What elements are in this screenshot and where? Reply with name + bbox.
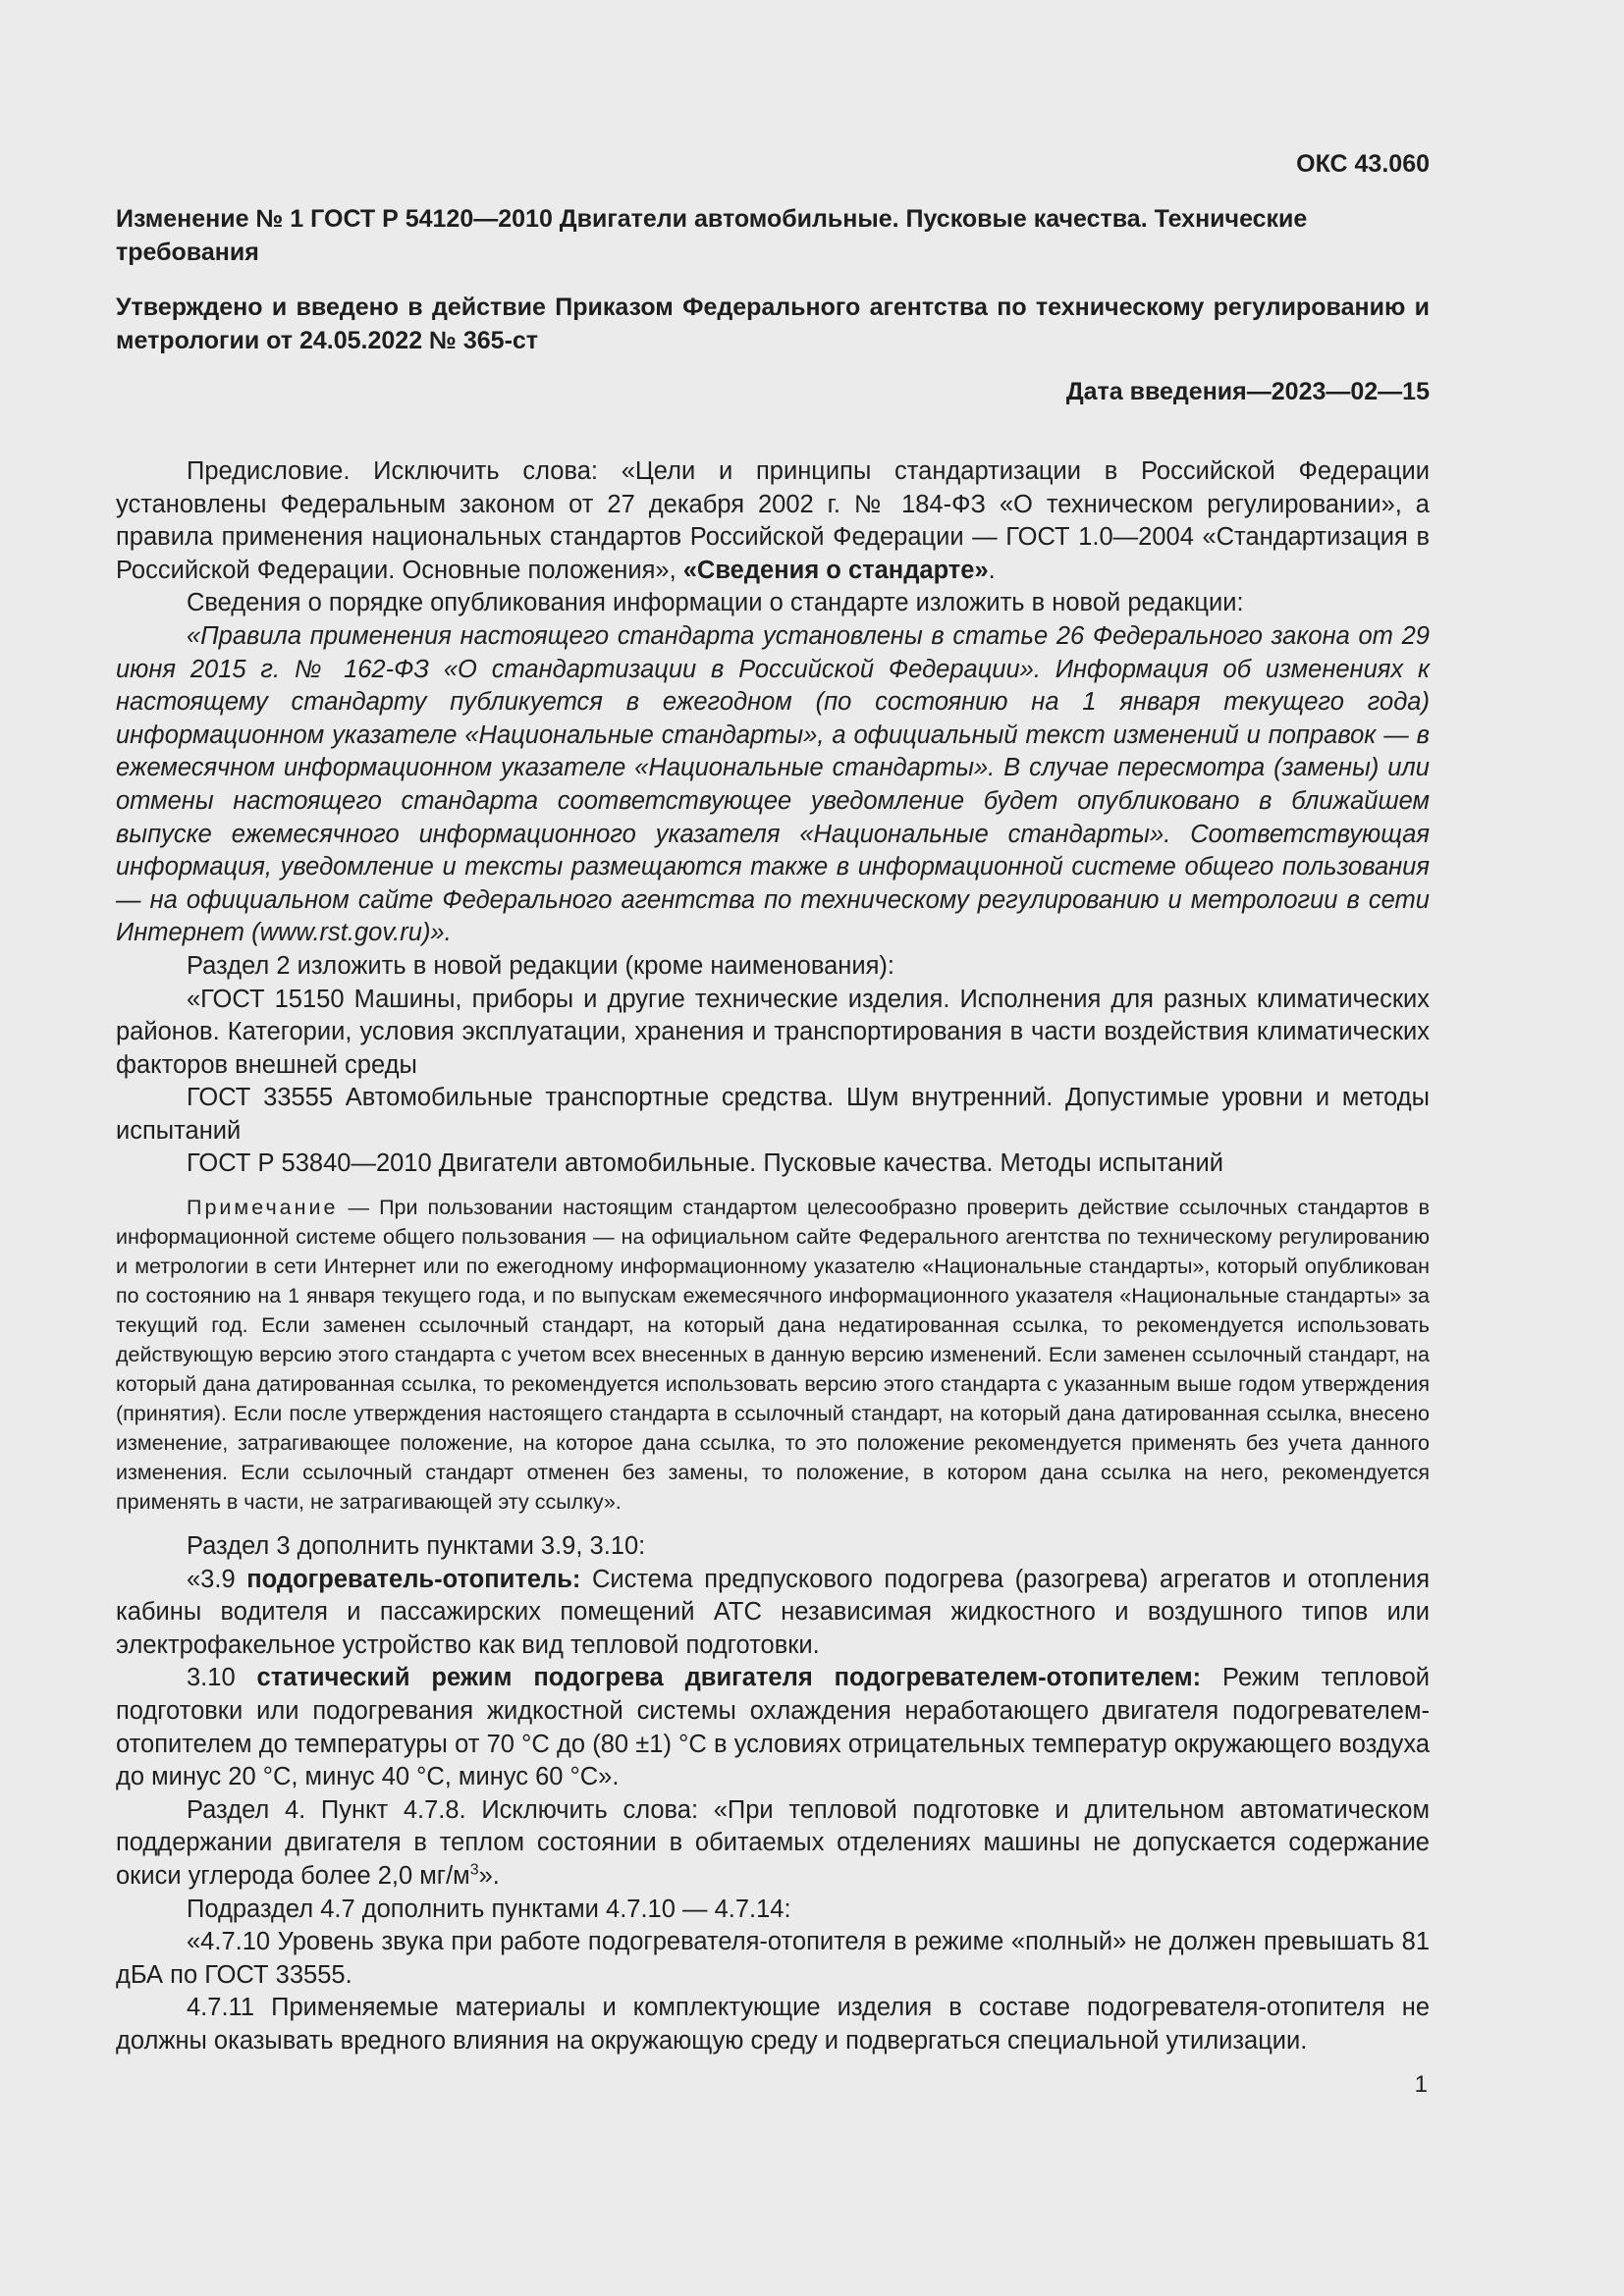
paragraph: «ГОСТ 15150 Машины, приборы и другие технические изделия. Исполнения для разных климатических районов. Категории, условия эксплуатации, хранения и транспортирования в части воздействия климатических факторов внешней среды — [116, 985, 1430, 1079]
document-body — [116, 455, 1430, 2058]
paragraph-preface: Предисловие. Исключить слова: «Цели и принципы стандартизации в Российской Федерации установлены Федеральным законом от 27 декабря 2002 г. № 184-ФЗ «О техническом регулировании», а правила применения национальных стандартов Российской Федерации — ГОСТ 1.0—2004 «Стандартизация в Российской Федерации. Основные положения», «Сведения о стандарте». — [116, 457, 1430, 584]
note-text: — При пользовании настоящим стандартом целесообразно проверить действие ссылочных стандартов в информационной системе общего пользования — на официальном сайте Федерального агентства по техническому регулированию и метрологии в сети Интернет или по ежегодному информационному указателю «Национальные стандарты», который опубликован по состоянию на 1 января текущего года, и по выпускам ежемесячного информационного указателя «Национальные стандарты» за текущий год. Если заменен ссылочный стандарт, на который дана недатированная ссылка, то рекомендуется использовать действующую версию этого стандарта с учетом всех внесенных в данную версию изменений. Если заменен ссылочный стандарт, на который дана датированная ссылка, то рекомендуется использовать версию этого стандарта с указанным выше годом утверждения (принятия). Если после утверждения настоящего стандарта в ссылочный стандарт, на который дана датированная ссылка, внесено изменение, затрагивающее положение, на которое дана ссылка, то это положение рекомендуется применять без учета данного изменения. Если ссылочный стандарт отменен без замены, то положение, в котором дана ссылка на него, рекомендуется применять в части, не затрагивающей эту ссылку». — [116, 1196, 1430, 1515]
paragraph-definition-3-9: «3.9 подогреватель-отопитель: Система предпускового подогрева (разогрева) агрегатов и отопления кабины водителя и пассажирских помещений АТС независимая жидкостного и воздушного типов или электрофакельное устройство как вид тепловой подготовки. — [116, 1565, 1431, 1659]
paragraph-4-7-8: Раздел 4. Пункт 4.7.8. Исключить слова: «При тепловой подготовке и длительном автоматическом поддержании двигателя в теплом состоянии в обитаемых отделениях машины не допускается содержание окиси углерода более 2,0 $мг/м^3$». — [116, 1795, 1430, 1890]
note-block — [116, 1193, 1430, 1517]
paragraph: 4.7.11 Применяемые материалы и комплектующие изделия в составе подогревателя-отопителя не должны оказывать вредного влияния на окружающую среду и подвергаться специальной утилизации. — [116, 1994, 1430, 2055]
effective-date: Дата введения—2023—02—15 — [1065, 378, 1430, 405]
term-bold: статический режим подогрева двигателя подогревателем-отопителем: — [256, 1664, 1202, 1692]
oks-code: ОКС 43.060 — [1296, 150, 1430, 178]
paragraph: «4.7.10 Уровень звука при работе подогревателя-отопителя в режиме «полный» не должен превышать 81 дБА по ГОСТ 33555. — [116, 1928, 1430, 1989]
paragraph: Сведения о порядке опубликования информации о стандарте изложить в новой редакции: — [187, 589, 1244, 617]
paragraph: ГОСТ Р 53840—2010 Двигатели автомобильные. Пусковые качества. Методы испытаний — [187, 1149, 1223, 1178]
paragraph: Подраздел 4.7 дополнить пунктами 4.7.10 — 4.7.14: — [187, 1895, 791, 1923]
term-bold: подогреватель-отопитель: — [246, 1565, 581, 1593]
paragraph: Раздел 2 изложить в новой редакции (кроме наименования): — [187, 951, 895, 980]
document-page — [116, 147, 1430, 2058]
paragraph: ГОСТ 33555 Автомобильные транспортные средства. Шум внутренний. Допустимые уровни и методы испытаний — [116, 1084, 1430, 1145]
note-label: Примечание — [187, 1196, 339, 1220]
page-number: 1 — [1414, 2071, 1428, 2098]
approval-statement: Утверждено и введено в действие Приказом Федерального агентства по техническому регулированию и метрологии от 24.05.2022 № 365-ст — [116, 294, 1430, 354]
superscript: 3 — [469, 1861, 479, 1879]
bold-phrase: «Сведения о стандарте» — [682, 556, 989, 584]
paragraph-definition-3-10: 3.10 статический режим подогрева двигателя подогревателем-отопителем: Режим тепловой подготовки или подогревания жидкостной системы охлаждения неработающего двигателя подогревателем-отопителем до температуры от 70 °С до (80 ±1) °С в условиях отрицательных температур окружающего воздуха до минус 20 °С, минус 40 °С, минус 60 °С». — [116, 1664, 1431, 1791]
paragraph: Раздел 3 дополнить пунктами 3.9, 3.10: — [187, 1532, 646, 1561]
amendment-title: Изменение № 1 ГОСТ Р 54120—2010 Двигатели автомобильные. Пусковые качества. Технические требования — [116, 205, 1308, 266]
paragraph-italic-quote: «Правила применения настоящего стандарта установлены в статье 26 Федерального закона от 29 июня 2015 г. № 162-ФЗ «О стандартизации в Российской Федерации». Информация об изменениях к настоящему стандарту публикуется в ежегодном (по состоянию на 1 января текущего года) информационном указателе «Национальные стандарты», а официальный текст изменений и поправок — в ежемесячном информационном указателе «Национальные стандарты». В случае пересмотра (замены) или отмены настоящего стандарта соответствующее уведомление будет опубликовано в ближайшем выпуске ежемесячного информационного указателя «Национальные стандарты». Соответствующая информация, уведомление и тексты размещаются также в информационной системе общего пользования — на официальном сайте Федерального агентства по техническому регулированию и метрологии в сети Интернет (www.rst.gov.ru)». — [116, 621, 1430, 947]
